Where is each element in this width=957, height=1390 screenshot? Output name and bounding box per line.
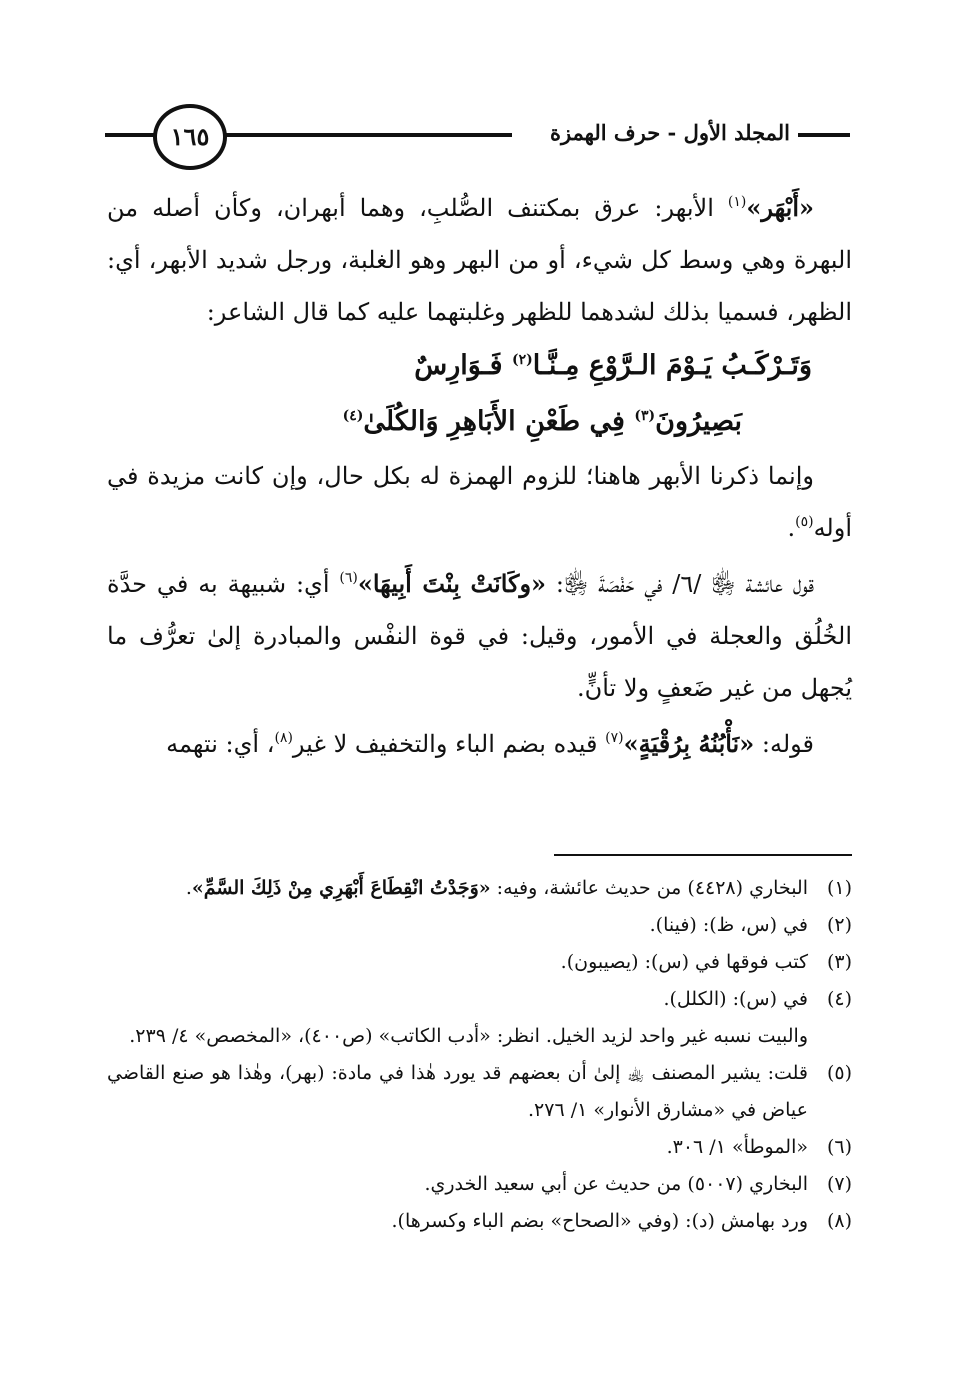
footnote-1 — [107, 870, 852, 907]
footnote-7 — [107, 1166, 852, 1203]
footnote-text: كتب فوقها في (س): (يصيبون). — [560, 951, 808, 973]
page-number-badge: ١٦٥ — [153, 104, 227, 170]
paragraph-aisha — [107, 558, 852, 714]
paragraph-nabunuhu — [107, 718, 852, 770]
poem-text: وَتَـرْكَـبُ يَـوْمَ الـرَّوْعِ مِـنَّـا — [532, 350, 812, 381]
poem-text: فَـوَارِسٌ — [414, 350, 512, 381]
footnote-number: (١) — [826, 877, 852, 899]
footnote-ref-7: (٧) — [605, 730, 624, 746]
footnote-ref-4: (٤) — [342, 408, 364, 424]
footnote-text: في (س، ظ): (فينا). — [649, 914, 808, 936]
footnote-number: (٨) — [826, 1210, 852, 1232]
poem-text: فِي طَعْنِ الأَبَاهِرِ وَالكُلَىٰ — [363, 406, 635, 437]
footnote-ref-5: (٥) — [795, 514, 814, 530]
footnote-number: (٥) — [826, 1062, 852, 1084]
footnote-5 — [107, 1055, 852, 1129]
footnote-ref-8: (٨) — [274, 730, 293, 746]
paragraph-text: أي: شبيهة به في حدَّة الخُلُق والعجلة في الأمور، وقيل: في قوة النفْس والمبادرة إلىٰ تعرُّف ما يُجهل من غير ضَعفٍ ولا تأنٍّ. — [107, 570, 852, 702]
paragraph-text: الأبهر: عرق بمكتنف الصُّلبِ، وهما أبهران، وكأن أصله من البهرة وهي وسط كل شيء، أو من البهر وهو الغلبة، ورجل شديد الأبهر، أي: الظهر، فسميا بذلك لشدهما للظهر وغلبتهما عليه كما قال الشاعر: — [107, 194, 852, 326]
footnote-text: قلت: يشير المصنف ﵀ إلىٰ أن بعضهم قد يورد هٰذا في مادة: (بهر)، وهٰذا هو صنع القاضي عياض في «مشارق الأنوار» ١/ ٢٧٦. — [107, 1062, 808, 1121]
paragraph-abhar — [107, 182, 852, 338]
footnote-ref-6: (٦) — [339, 570, 358, 586]
poem-verse — [107, 338, 852, 450]
poem-line-2 — [107, 394, 852, 450]
page-header — [105, 100, 850, 170]
footnote-text: في (س): (الكلل). — [663, 988, 808, 1010]
footnote-ref-1: (١) — [727, 194, 747, 210]
footnote-3 — [107, 944, 852, 981]
hadith-quote: «نَأْبُنُهُ بِرُقْيَةٍ» — [623, 729, 755, 758]
header-rule-middle — [220, 133, 512, 137]
footnote-text-part: البخاري (٤٤٢٨) من حديث عائشة، وفيه: — [490, 877, 808, 899]
footnote-number: (٣) — [826, 951, 852, 973]
footnote-text: البخاري (٥٠٠٧) من حديث عن أبي سعيد الخدري. — [424, 1173, 808, 1195]
footnote-text — [107, 870, 808, 907]
footnote-quote: «وَجَدْتُ انْقِطَاعَ أَبْهَرِي مِنْ ذَلِكَ السَّمِّ» — [191, 877, 491, 899]
footnotes — [107, 870, 852, 1240]
paragraph-text: ، أي: نتهمه — [166, 730, 275, 758]
running-title: المجلد الأول - حرف الهمزة — [549, 120, 790, 145]
footnote-number: (٦) — [826, 1136, 852, 1158]
footnote-6 — [107, 1129, 852, 1166]
hadith-quote: «وكَانَتْ بِنْتَ أَبِيهَا» — [357, 569, 547, 598]
footnote-number: (٢) — [826, 914, 852, 936]
header-rule-left — [105, 133, 155, 137]
paragraph-text: قوله: — [754, 730, 814, 758]
paragraph-text: قول عائشة ﵂ /٦/ في حَفْصَةَ ﵂: — [546, 570, 815, 598]
poem-text: بَصِيرُونَ — [655, 406, 742, 437]
footnote-ref-2: (٢) — [511, 352, 533, 368]
poem-line-1 — [107, 338, 852, 394]
paragraph-reason — [107, 450, 852, 554]
paragraph-text: . — [787, 514, 796, 542]
footnote-2 — [107, 907, 852, 944]
footnote-8 — [107, 1203, 852, 1240]
footnote-separator — [554, 854, 852, 856]
footnote-text: «الموطأ» ١/ ٣٠٦. — [666, 1136, 808, 1158]
footnote-4 — [107, 981, 852, 1018]
footnote-4-continuation: والبيت نسبه غير واحد لزيد الخيل. انظر: «أدب الكاتب» (ص٤٠٠)، «المخصص» ٤/ ٢٣٩. — [129, 1025, 808, 1047]
footnote-text: ورد بهامش (د): (وفي «الصحاح» بضم الباء وكسرها). — [391, 1210, 808, 1232]
footnote-number: (٧) — [826, 1173, 852, 1195]
paragraph-text: وإنما ذكرنا الأبهر هاهنا؛ للزوم الهمزة له بكل حال، وإن كانت مزيدة في أوله — [107, 462, 852, 542]
entry-headword: «أَبْهَر» — [746, 193, 814, 222]
footnote-number: (٤) — [826, 988, 852, 1010]
paragraph-text: قيده بضم الباء والتخفيف لا غير — [292, 730, 606, 758]
main-text — [107, 182, 852, 770]
footnote-ref-3: (٣) — [634, 408, 656, 424]
footnote-text-part: . — [185, 877, 192, 899]
header-rule-right — [798, 133, 850, 137]
